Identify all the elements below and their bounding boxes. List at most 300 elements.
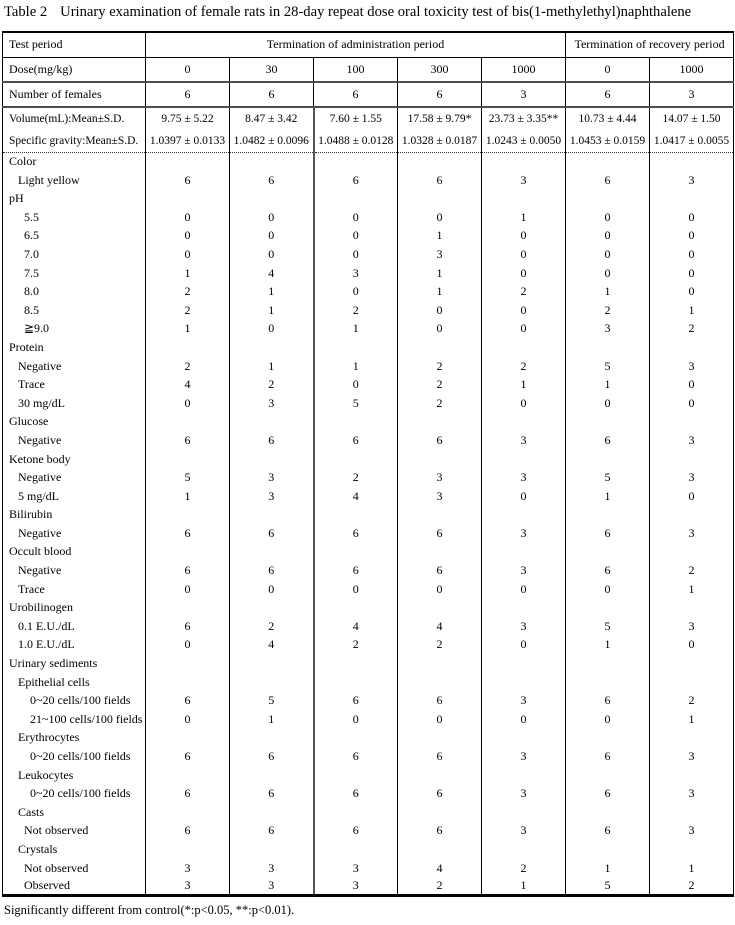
cell-value xyxy=(482,542,566,561)
cell-value: 3 xyxy=(482,784,566,803)
data-row xyxy=(3,821,734,840)
data-row xyxy=(3,171,734,190)
cell-value: 6 xyxy=(398,431,482,450)
section-row xyxy=(3,542,734,561)
cell-value: 6 xyxy=(230,431,314,450)
cell-value: 0 xyxy=(566,394,650,413)
cell-value xyxy=(398,840,482,859)
females-row xyxy=(3,82,734,107)
cell-value xyxy=(482,412,566,431)
cell-value: 0 xyxy=(482,245,566,264)
cell-value xyxy=(398,542,482,561)
cell-value xyxy=(230,505,314,524)
urinalysis-table xyxy=(2,31,734,897)
cell-value xyxy=(230,412,314,431)
cell-value: 3 xyxy=(650,784,734,803)
cell-value xyxy=(566,338,650,357)
row-label: 7.0 xyxy=(24,246,39,261)
cell-value: 2 xyxy=(650,691,734,710)
data-row xyxy=(3,208,734,227)
cell-value: 1 xyxy=(482,877,566,896)
section-label: Urinary sediments xyxy=(9,656,98,671)
cell-value: 0 xyxy=(314,226,398,245)
cell-value xyxy=(650,598,734,617)
row-label: 0.1 E.U./dL xyxy=(18,618,75,633)
cell-value: 0 xyxy=(566,245,650,264)
females-value: 3 xyxy=(650,82,734,107)
cell-value: 5 xyxy=(566,877,650,896)
cell-value: 2 xyxy=(482,357,566,376)
cell-value xyxy=(146,505,230,524)
cell-value: 4 xyxy=(398,859,482,878)
cell-value: 0 xyxy=(398,580,482,599)
cell-value: 3 xyxy=(482,821,566,840)
cell-value: 2 xyxy=(650,561,734,580)
cell-value xyxy=(146,654,230,673)
cell-value: 6 xyxy=(398,747,482,766)
cell-value: 6 xyxy=(146,747,230,766)
cell-value: 3 xyxy=(650,524,734,543)
cell-value: 4 xyxy=(314,487,398,506)
data-row xyxy=(3,561,734,580)
cell-value xyxy=(146,412,230,431)
data-row xyxy=(3,468,734,487)
cell-value: 6 xyxy=(566,561,650,580)
row-label: Negative xyxy=(18,563,62,578)
cell-value xyxy=(566,505,650,524)
cell-value xyxy=(146,542,230,561)
summary-value: 17.58 ± 9.79* xyxy=(398,107,482,130)
cell-value: 1 xyxy=(398,226,482,245)
section-label: Epithelial cells xyxy=(18,674,90,689)
cell-value: 4 xyxy=(314,617,398,636)
table-number: Table 2 xyxy=(4,4,48,20)
cell-value xyxy=(650,803,734,822)
cell-value: 3 xyxy=(482,747,566,766)
data-row xyxy=(3,319,734,338)
cell-value: 6 xyxy=(230,524,314,543)
cell-value: 6 xyxy=(314,784,398,803)
cell-value: 3 xyxy=(482,524,566,543)
cell-value: 1 xyxy=(650,710,734,729)
summary-value: 8.47 ± 3.42 xyxy=(230,107,314,130)
data-row xyxy=(3,264,734,283)
cell-value: 1 xyxy=(566,375,650,394)
cell-value: 6 xyxy=(230,561,314,580)
cell-value: 3 xyxy=(650,617,734,636)
cell-value: 6 xyxy=(398,784,482,803)
data-row xyxy=(3,747,734,766)
data-row xyxy=(3,580,734,599)
cell-value: 6 xyxy=(314,561,398,580)
row-label: Light yellow xyxy=(18,172,80,187)
dose-value: 1000 xyxy=(482,57,566,82)
data-row xyxy=(3,301,734,320)
cell-value: 5 xyxy=(566,357,650,376)
row-label: 7.5 xyxy=(24,265,39,280)
cell-value: 1 xyxy=(146,487,230,506)
cell-value: 4 xyxy=(230,264,314,283)
cell-value: 6 xyxy=(398,561,482,580)
cell-value xyxy=(566,673,650,692)
cell-value xyxy=(566,450,650,469)
cell-value: 1 xyxy=(566,487,650,506)
cell-value: 0 xyxy=(314,375,398,394)
cell-value xyxy=(314,152,398,171)
cell-value: 2 xyxy=(398,877,482,896)
cell-value xyxy=(314,412,398,431)
cell-value xyxy=(566,803,650,822)
cell-value xyxy=(146,728,230,747)
females-value: 6 xyxy=(566,82,650,107)
summary-value: 14.07 ± 1.50 xyxy=(650,107,734,130)
cell-value: 0 xyxy=(398,208,482,227)
cell-value: 2 xyxy=(566,301,650,320)
row-label: Negative xyxy=(18,525,62,540)
cell-value xyxy=(482,450,566,469)
cell-value: 3 xyxy=(650,747,734,766)
cell-value: 1 xyxy=(146,264,230,283)
row-label: Not observed xyxy=(24,823,89,838)
row-label: Trace xyxy=(18,581,45,596)
data-row xyxy=(3,394,734,413)
cell-value xyxy=(650,152,734,171)
cell-value xyxy=(650,728,734,747)
cell-value xyxy=(650,673,734,692)
cell-value: 0 xyxy=(146,208,230,227)
cell-value: 1 xyxy=(230,301,314,320)
cell-value xyxy=(398,505,482,524)
cell-value xyxy=(314,598,398,617)
cell-value: 0 xyxy=(566,580,650,599)
cell-value xyxy=(482,505,566,524)
cell-value: 1 xyxy=(230,357,314,376)
cell-value: 0 xyxy=(230,208,314,227)
females-value: 6 xyxy=(314,82,398,107)
cell-value xyxy=(482,189,566,208)
cell-value xyxy=(146,152,230,171)
section-label: Ketone body xyxy=(9,451,71,466)
cell-value: 3 xyxy=(482,431,566,450)
cell-value: 0 xyxy=(230,319,314,338)
cell-value xyxy=(398,766,482,785)
cell-value: 2 xyxy=(146,282,230,301)
summary-value: 1.0417 ± 0.0055 xyxy=(650,130,734,152)
section-label: Protein xyxy=(9,339,44,354)
data-row xyxy=(3,282,734,301)
row-label: Negative xyxy=(18,432,62,447)
cell-value: 0 xyxy=(398,710,482,729)
summary-value: 1.0328 ± 0.0187 xyxy=(398,130,482,152)
cell-value: 0 xyxy=(650,487,734,506)
section-label: Glucose xyxy=(9,414,49,429)
cell-value xyxy=(482,598,566,617)
cell-value: 3 xyxy=(230,877,314,896)
cell-value xyxy=(650,338,734,357)
cell-value: 0 xyxy=(314,580,398,599)
row-label: Negative xyxy=(18,358,62,373)
summary-value: 1.0243 ± 0.0050 xyxy=(482,130,566,152)
cell-value: 3 xyxy=(146,859,230,878)
cell-value: 6 xyxy=(566,171,650,190)
cell-value: 0 xyxy=(482,226,566,245)
cell-value xyxy=(314,803,398,822)
cell-value: 0 xyxy=(650,394,734,413)
cell-value xyxy=(482,840,566,859)
row-label: Trace xyxy=(18,377,45,392)
data-row xyxy=(3,710,734,729)
cell-value xyxy=(398,450,482,469)
cell-value: 2 xyxy=(230,375,314,394)
cell-value xyxy=(566,152,650,171)
cell-value: 0 xyxy=(398,319,482,338)
cell-value xyxy=(398,598,482,617)
cell-value: 6 xyxy=(230,747,314,766)
cell-value xyxy=(230,803,314,822)
row-label: 8.5 xyxy=(24,302,39,317)
summary-label: Volume(mL):Mean±S.D. xyxy=(9,112,125,125)
cell-value xyxy=(650,450,734,469)
cell-value: 0 xyxy=(146,394,230,413)
section-label: Leukocytes xyxy=(18,767,74,782)
cell-value xyxy=(482,803,566,822)
row-label: Negative xyxy=(18,470,62,485)
row-label: 6.5 xyxy=(24,228,39,243)
section-row xyxy=(3,189,734,208)
cell-value: 3 xyxy=(314,264,398,283)
section-label: Erythrocytes xyxy=(18,730,80,745)
cell-value: 0 xyxy=(146,226,230,245)
cell-value: 1 xyxy=(230,282,314,301)
females-value: 6 xyxy=(230,82,314,107)
cell-value xyxy=(482,728,566,747)
page-title xyxy=(4,4,691,21)
summary-value: 23.73 ± 3.35** xyxy=(482,107,566,130)
cell-value xyxy=(314,450,398,469)
cell-value: 2 xyxy=(314,635,398,654)
cell-value: 2 xyxy=(398,394,482,413)
summary-row xyxy=(3,130,734,152)
summary-value: 1.0397 ± 0.0133 xyxy=(146,130,230,152)
cell-value xyxy=(566,412,650,431)
cell-value: 6 xyxy=(146,431,230,450)
cell-value xyxy=(314,189,398,208)
section-row xyxy=(3,728,734,747)
cell-value xyxy=(482,766,566,785)
data-row xyxy=(3,431,734,450)
cell-value xyxy=(314,654,398,673)
cell-value: 3 xyxy=(398,468,482,487)
cell-value xyxy=(314,542,398,561)
cell-value: 2 xyxy=(398,635,482,654)
row-label: 0~20 cells/100 fields xyxy=(30,693,131,708)
data-row xyxy=(3,617,734,636)
cell-value: 2 xyxy=(482,859,566,878)
cell-value: 4 xyxy=(146,375,230,394)
cell-value xyxy=(146,450,230,469)
cell-value: 2 xyxy=(230,617,314,636)
cell-value: 3 xyxy=(482,171,566,190)
cell-value: 3 xyxy=(314,859,398,878)
cell-value: 4 xyxy=(230,635,314,654)
cell-value: 3 xyxy=(146,877,230,896)
cell-value: 1 xyxy=(230,710,314,729)
summary-value: 1.0482 ± 0.0096 xyxy=(230,130,314,152)
section-label: Casts xyxy=(18,804,45,819)
cell-value: 6 xyxy=(146,524,230,543)
cell-value xyxy=(650,189,734,208)
cell-value xyxy=(314,728,398,747)
row-label: ≧9.0 xyxy=(24,321,50,336)
cell-value: 3 xyxy=(482,691,566,710)
row-label: Observed xyxy=(24,878,70,893)
cell-value: 0 xyxy=(482,301,566,320)
cell-value: 2 xyxy=(398,375,482,394)
section-row xyxy=(3,505,734,524)
cell-value xyxy=(230,654,314,673)
cell-value xyxy=(230,728,314,747)
section-row xyxy=(3,450,734,469)
cell-value: 0 xyxy=(566,208,650,227)
dose-value: 0 xyxy=(146,57,230,82)
cell-value: 0 xyxy=(482,487,566,506)
cell-value xyxy=(650,840,734,859)
cell-value xyxy=(314,766,398,785)
data-row xyxy=(3,784,734,803)
section-label: Urobilinogen xyxy=(9,600,73,615)
cell-value xyxy=(146,673,230,692)
test-period-label: Test period xyxy=(3,32,146,57)
cell-value: 6 xyxy=(146,691,230,710)
cell-value: 3 xyxy=(482,468,566,487)
data-row xyxy=(3,859,734,878)
females-label: Number of females xyxy=(3,82,146,107)
cell-value: 2 xyxy=(146,301,230,320)
cell-value xyxy=(230,189,314,208)
cell-value: 0 xyxy=(146,635,230,654)
data-row xyxy=(3,635,734,654)
cell-value: 3 xyxy=(314,877,398,896)
summary-value: 7.60 ± 1.55 xyxy=(314,107,398,130)
cell-value: 0 xyxy=(230,226,314,245)
summary-row xyxy=(3,107,734,130)
cell-value: 0 xyxy=(146,580,230,599)
cell-value: 0 xyxy=(146,710,230,729)
row-label: 0~20 cells/100 fields xyxy=(30,786,131,801)
data-row xyxy=(3,357,734,376)
cell-value: 0 xyxy=(230,245,314,264)
section-label: Color xyxy=(9,154,37,169)
summary-value: 9.75 ± 5.22 xyxy=(146,107,230,130)
cell-value xyxy=(566,654,650,673)
cell-value: 2 xyxy=(650,877,734,896)
cell-value: 1 xyxy=(650,859,734,878)
cell-value xyxy=(650,505,734,524)
cell-value xyxy=(146,189,230,208)
cell-value: 3 xyxy=(398,487,482,506)
cell-value: 1 xyxy=(398,282,482,301)
cell-value xyxy=(230,450,314,469)
cell-value xyxy=(230,338,314,357)
cell-value: 6 xyxy=(314,431,398,450)
section-row xyxy=(3,412,734,431)
cell-value: 2 xyxy=(398,357,482,376)
cell-value: 1 xyxy=(314,319,398,338)
section-row xyxy=(3,766,734,785)
cell-value: 4 xyxy=(398,617,482,636)
cell-value xyxy=(566,598,650,617)
cell-value: 1 xyxy=(482,208,566,227)
cell-value: 6 xyxy=(314,171,398,190)
cell-value: 0 xyxy=(314,282,398,301)
cell-value xyxy=(146,598,230,617)
females-value: 6 xyxy=(146,82,230,107)
cell-value: 1 xyxy=(146,319,230,338)
cell-value xyxy=(398,654,482,673)
cell-value xyxy=(398,728,482,747)
cell-value: 1 xyxy=(314,357,398,376)
row-label: 21~100 cells/100 fields xyxy=(30,711,143,726)
cell-value: 0 xyxy=(650,264,734,283)
cell-value: 3 xyxy=(650,468,734,487)
dose-value: 100 xyxy=(314,57,398,82)
cell-value xyxy=(146,766,230,785)
cell-value xyxy=(230,766,314,785)
dose-value: 0 xyxy=(566,57,650,82)
cell-value: 3 xyxy=(650,431,734,450)
section-row xyxy=(3,803,734,822)
cell-value: 6 xyxy=(146,784,230,803)
cell-value xyxy=(650,654,734,673)
dose-value: 300 xyxy=(398,57,482,82)
row-label: 5 mg/dL xyxy=(18,488,59,503)
cell-value: 6 xyxy=(314,821,398,840)
cell-value xyxy=(230,542,314,561)
dose-label: Dose(mg/kg) xyxy=(3,57,146,82)
cell-value: 6 xyxy=(314,691,398,710)
cell-value: 0 xyxy=(482,394,566,413)
cell-value: 6 xyxy=(566,821,650,840)
cell-value: 0 xyxy=(482,264,566,283)
section-row xyxy=(3,598,734,617)
cell-value: 0 xyxy=(650,282,734,301)
females-value: 3 xyxy=(482,82,566,107)
cell-value xyxy=(482,654,566,673)
cell-value: 6 xyxy=(398,691,482,710)
cell-value: 0 xyxy=(566,226,650,245)
cell-value: 6 xyxy=(566,524,650,543)
cell-value xyxy=(566,766,650,785)
cell-value: 0 xyxy=(230,580,314,599)
data-row xyxy=(3,245,734,264)
cell-value: 6 xyxy=(398,171,482,190)
cell-value: 3 xyxy=(398,245,482,264)
data-row xyxy=(3,487,734,506)
data-row xyxy=(3,691,734,710)
cell-value: 0 xyxy=(650,245,734,264)
cell-value xyxy=(146,840,230,859)
cell-value: 1 xyxy=(566,635,650,654)
cell-value xyxy=(566,728,650,747)
cell-value: 6 xyxy=(230,171,314,190)
cell-value xyxy=(314,840,398,859)
cell-value: 0 xyxy=(650,635,734,654)
cell-value xyxy=(566,542,650,561)
cell-value xyxy=(398,673,482,692)
row-label: Not observed xyxy=(24,860,89,875)
significance-footnote: Significantly different from control(*:p<0.05, **:p<0.01). xyxy=(4,903,295,917)
cell-value: 6 xyxy=(146,171,230,190)
